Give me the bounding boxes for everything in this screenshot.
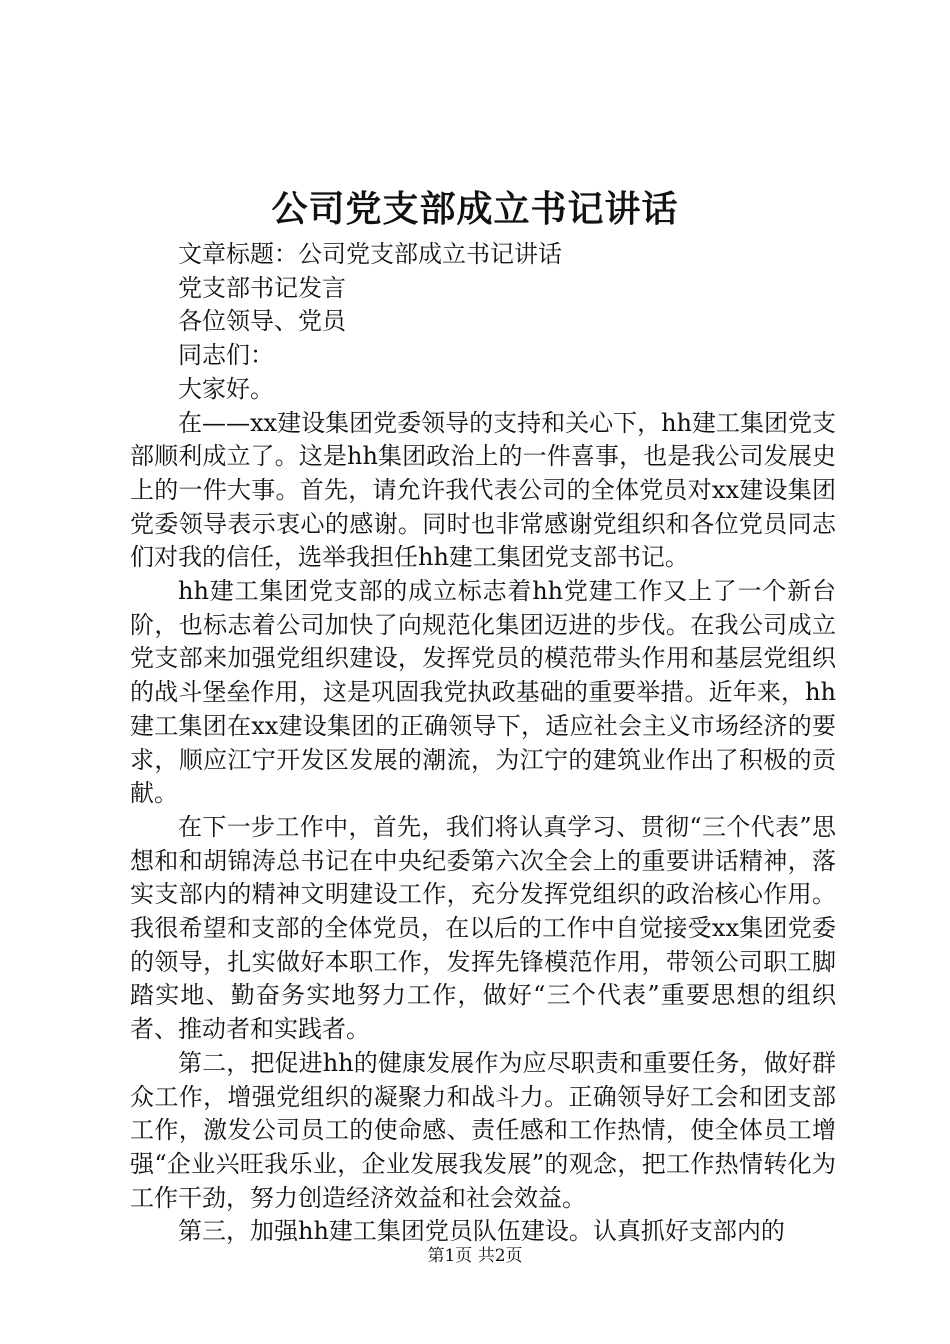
salutation-comrades: 同志们： [178, 341, 274, 370]
paragraph: 第二，把促进hh的健康发展作为应尽职责和重要任务，做好群众工作，增强党组织的凝聚力和战斗力。正确领导好工会和团支部工作，激发公司员工的使命感、责任感和工作热情，使全体员工增强“企业兴旺我乐业，企业发展我发展”的观念，把工作热情转化为工作干劲，努力创造经济效益和社会效益。 [130, 1048, 836, 1212]
paragraph: 在——xx建设集团党委领导的支持和关心下，hh建工集团党支部顺利成立了。这是hh集团政治上的一件喜事，也是我公司发展史上的一件大事。首先，请允许我代表公司的全体党员对xx建设集团党委领导表示衷心的感谢。同时也非常感谢党组织和各位党员同志们对我的信任，选举我担任hh建工集团党支部书记。 [130, 408, 836, 572]
article-title-line: 文章标题：公司党支部成立书记讲话 [178, 240, 562, 268]
speech-heading: 党支部书记发言 [178, 273, 346, 302]
paragraph: 第三，加强hh建工集团党员队伍建设。认真抓好支部内的 [178, 1217, 785, 1246]
paragraph: 在下一步工作中，首先，我们将认真学习、贯彻“三个代表”思想和和胡锦涛总书记在中央纪委第六次全会上的重要讲话精神，落实支部内的精神文明建设工作，充分发挥党组织的政治核心作用。我很希望和支部的全体党员，在以后的工作中自觉接受xx集团党委的领导，扎实做好本职工作，发挥先锋模范作用，带领公司职工脚踏实地、勤奋务实地努力工作，做好“三个代表”重要思想的组织者、推动者和实践者。 [130, 812, 836, 1044]
greeting: 大家好。 [178, 374, 274, 403]
salutation-leaders: 各位领导、党员 [178, 307, 346, 336]
document-body [130, 238, 836, 1249]
page-number-footer: 第1页 共2页 [427, 1246, 523, 1266]
document-title: 公司党支部成立书记讲话 [271, 188, 679, 230]
paragraph: hh建工集团党支部的成立标志着hh党建工作又上了一个新台阶，也标志着公司加快了向规范化集团迈进的步伐。在我公司成立党支部来加强党组织建设，发挥党员的模范带头作用和基层党组织的战斗堡垒作用，这是巩固我党执政基础的重要举措。近年来，hh建工集团在xx建设集团的正确领导下，适应社会主义市场经济的要求，顺应江宁开发区发展的潮流，为江宁的建筑业作出了积极的贡献。 [130, 577, 836, 808]
